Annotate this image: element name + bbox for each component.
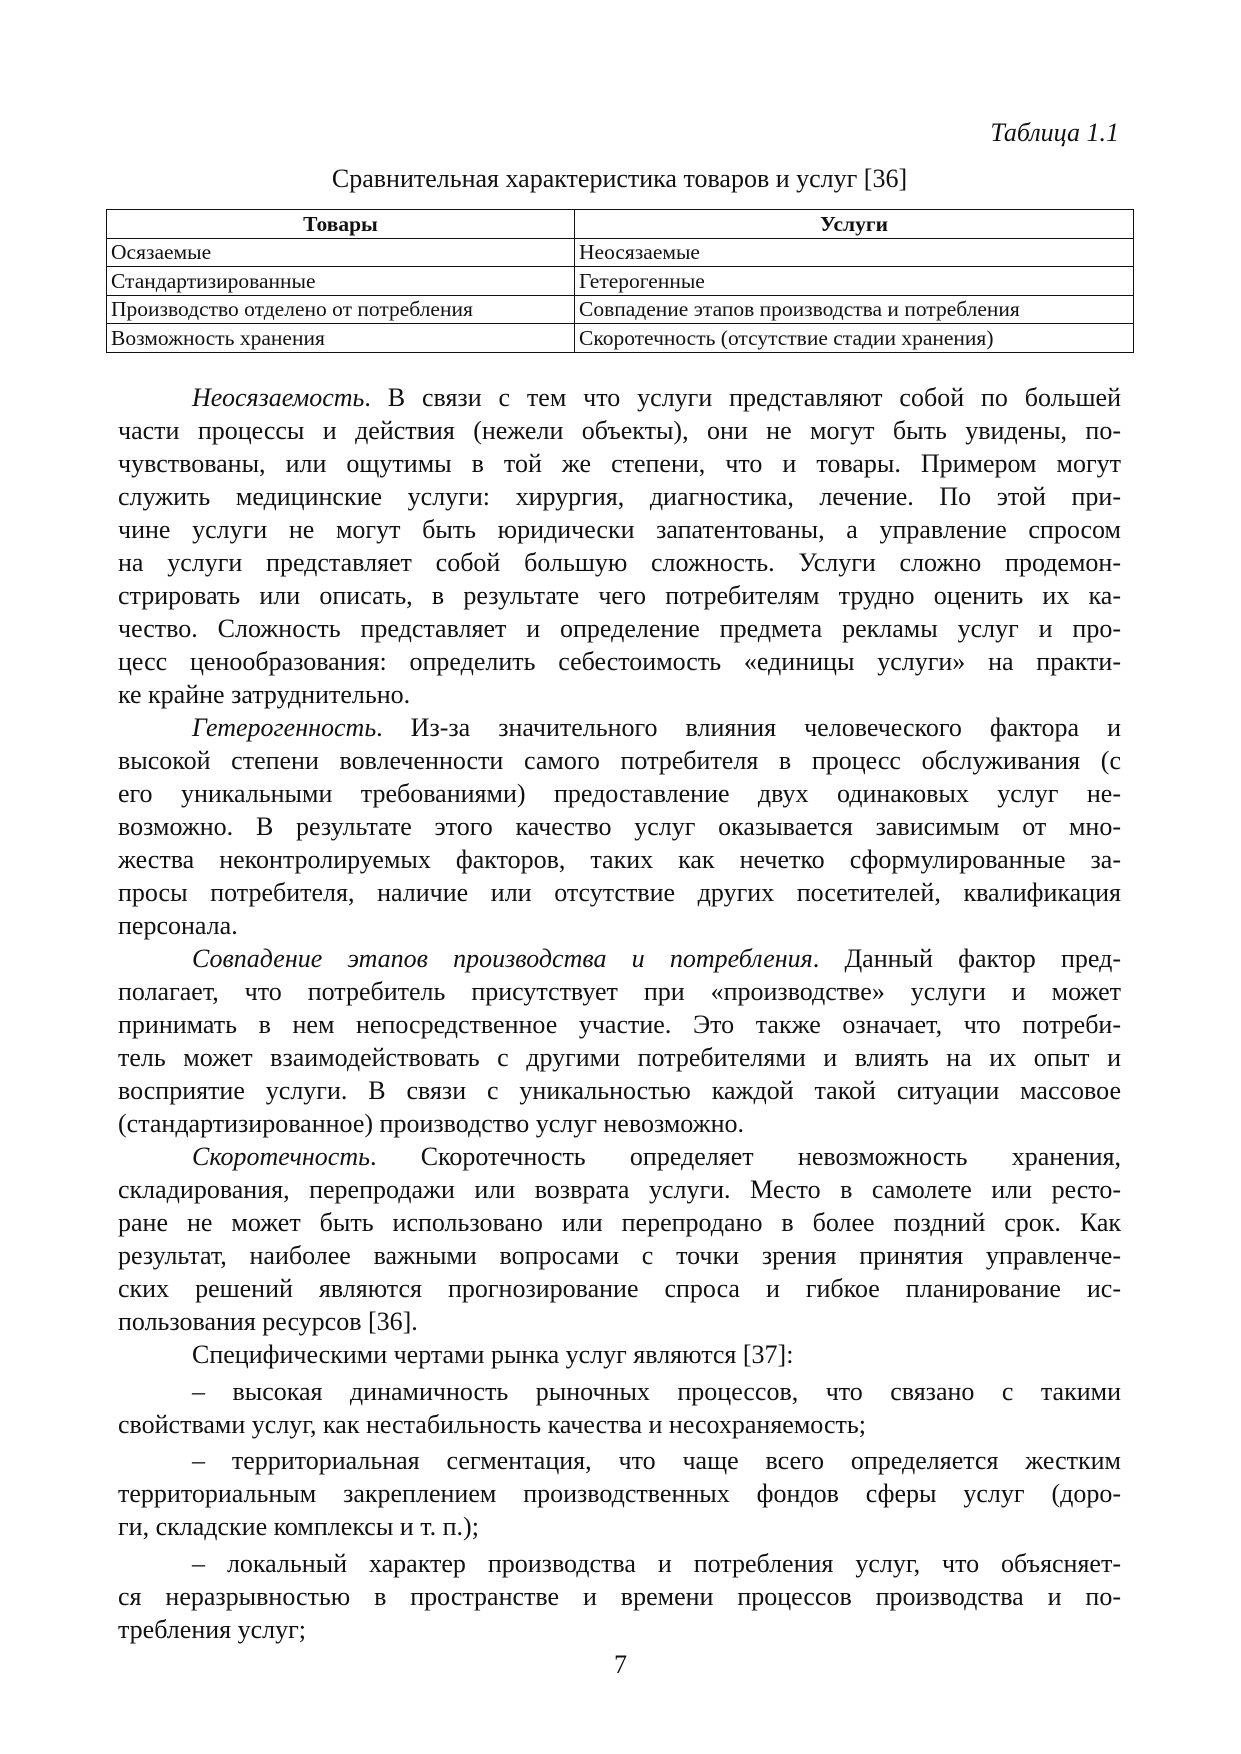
paragraph-inseparability bbox=[118, 942, 1121, 1140]
text-span: . Данный фактор пред- bbox=[812, 944, 1121, 973]
comparison-table bbox=[106, 209, 1134, 353]
text-line: свойствами услуг, как нестабильность качества и несохраняемость; bbox=[118, 1409, 866, 1439]
text-line: – территориальная сегментация, что чаще всего определяется жестким bbox=[192, 1446, 1121, 1475]
text-line: – локальный характер производства и потребления услуг, что объясняет- bbox=[192, 1548, 1121, 1578]
text-line: части процессы и действия (нежели объекты), они не могут быть увидены, по- bbox=[118, 416, 1121, 445]
table-row bbox=[107, 295, 1134, 324]
text-line: тель может взаимодействовать с другими потребителями и влиять на их опыт и bbox=[118, 1043, 1121, 1072]
paragraph-market-features-intro bbox=[118, 1338, 1121, 1371]
cell-services: Гетерогенные bbox=[575, 267, 1134, 296]
table-caption: Сравнительная характеристика товаров и услуг [36] bbox=[331, 164, 908, 193]
list-item bbox=[118, 1444, 1121, 1543]
text-line: территориальным закреплением производственных фондов сферы услуг (доро- bbox=[118, 1479, 1121, 1508]
text-span: . Скоротечность определяет невозможность хранения, bbox=[369, 1142, 1121, 1171]
text-line: требления услуг; bbox=[118, 1614, 307, 1644]
list-item bbox=[118, 1375, 1121, 1441]
text-line: чине услуги не могут быть юридически запатентованы, а управление спросом bbox=[118, 515, 1121, 544]
cell-goods: Стандартизированные bbox=[107, 267, 575, 296]
paragraph-heterogeneity bbox=[118, 711, 1121, 942]
header-goods: Товары bbox=[107, 210, 575, 239]
table-row bbox=[107, 324, 1134, 353]
text-line: высокой степени вовлеченности самого потребителя в процесс обслуживания (с bbox=[118, 746, 1121, 775]
list-item bbox=[118, 1547, 1121, 1646]
text-line: складирования, перепродажи или возврата услуги. Место в самолете или ресто- bbox=[118, 1175, 1121, 1204]
text-line: чувствованы, или ощутимы в той же степени, что и товары. Примером могут bbox=[118, 449, 1121, 478]
cell-services: Неосязаемые bbox=[575, 238, 1134, 267]
term-inseparability: Совпадение этапов производства и потребления bbox=[192, 944, 813, 973]
text-span: . В связи с тем что услуги представляют собой по большей bbox=[364, 383, 1121, 412]
text-line: чество. Сложность представляет и определение предмета рекламы услуг и про- bbox=[118, 614, 1121, 643]
text-line: пользования ресурсов [36]. bbox=[118, 1307, 418, 1336]
text-line bbox=[118, 942, 1121, 975]
text-line bbox=[118, 1140, 1121, 1173]
text-line: ся неразрывностью в пространстве и времени процессов производства и по- bbox=[118, 1581, 1121, 1611]
text-line: ране не может быть использовано или перепродано в более поздний срок. Как bbox=[118, 1208, 1121, 1237]
cell-services: Совпадение этапов производства и потребления bbox=[575, 295, 1134, 324]
text-line: возможно. В результате этого качество услуг оказывается зависимым от мно- bbox=[118, 812, 1121, 841]
cell-goods: Возможность хранения bbox=[107, 324, 575, 353]
cell-goods: Осязаемые bbox=[107, 238, 575, 267]
table-header-row bbox=[107, 210, 1134, 239]
table-label: Таблица 1.1 bbox=[990, 118, 1119, 147]
text-line: восприятие услуги. В связи с уникальностью каждой такой ситуации массовое bbox=[118, 1076, 1121, 1105]
page-number: 7 bbox=[614, 1650, 627, 1679]
term-intangibility: Неосязаемость bbox=[192, 383, 365, 412]
text-line: цесс ценообразования: определить себестоимость «единицы услуги» на практи- bbox=[118, 647, 1121, 676]
header-services: Услуги bbox=[575, 210, 1134, 239]
term-perishability: Скоротечность bbox=[192, 1142, 370, 1171]
text-line: жества неконтролируемых факторов, таких как нечетко сформулированные за- bbox=[118, 845, 1121, 874]
text-line bbox=[118, 711, 1121, 744]
cell-goods: Производство отделено от потребления bbox=[107, 295, 575, 324]
text-line bbox=[118, 381, 1121, 414]
paragraph-intangibility bbox=[118, 381, 1121, 711]
body-text bbox=[118, 381, 1121, 1646]
text-line: служить медицинские услуги: хирургия, диагностика, лечение. По этой при- bbox=[118, 482, 1121, 511]
table-row bbox=[107, 238, 1134, 267]
text-line: на услуги представляет собой большую сложность. Услуги сложно продемон- bbox=[118, 548, 1121, 577]
text-line: стрировать или описать, в результате чего потребителям трудно оценить их ка- bbox=[118, 581, 1121, 610]
cell-services: Скоротечность (отсутствие стадии хранения) bbox=[575, 324, 1134, 353]
table-row bbox=[107, 267, 1134, 296]
text-line: полагает, что потребитель присутствует при «производстве» услуги и может bbox=[118, 977, 1121, 1006]
text-line: ке крайне затруднительно. bbox=[118, 680, 411, 709]
text-line: ских решений являются прогнозирование спроса и гибкое планирование ис- bbox=[118, 1274, 1121, 1303]
text-span: . Из-за значительного влияния человеческого фактора и bbox=[376, 713, 1121, 742]
text-line: – высокая динамичность рыночных процессов, что связано с такими bbox=[192, 1376, 1121, 1406]
text-line: результат, наиболее важными вопросами с точки зрения принятия управленче- bbox=[118, 1241, 1121, 1270]
text-line: его уникальными требованиями) предоставление двух одинаковых услуг не- bbox=[118, 779, 1121, 808]
text-line: (стандартизированное) производство услуг невозможно. bbox=[118, 1109, 745, 1138]
text-line: Специфическими чертами рынка услуг являются [37]: bbox=[192, 1340, 794, 1369]
text-line: персонала. bbox=[118, 911, 238, 940]
term-heterogeneity: Гетерогенность bbox=[192, 713, 377, 742]
text-line: принимать в нем непосредственное участие. Это также означает, что потреби- bbox=[118, 1010, 1121, 1039]
paragraph-perishability bbox=[118, 1140, 1121, 1338]
text-line: ги, складские комплексы и т. п.); bbox=[118, 1512, 479, 1541]
text-line: просы потребителя, наличие или отсутствие других посетителей, квалификация bbox=[118, 878, 1121, 907]
